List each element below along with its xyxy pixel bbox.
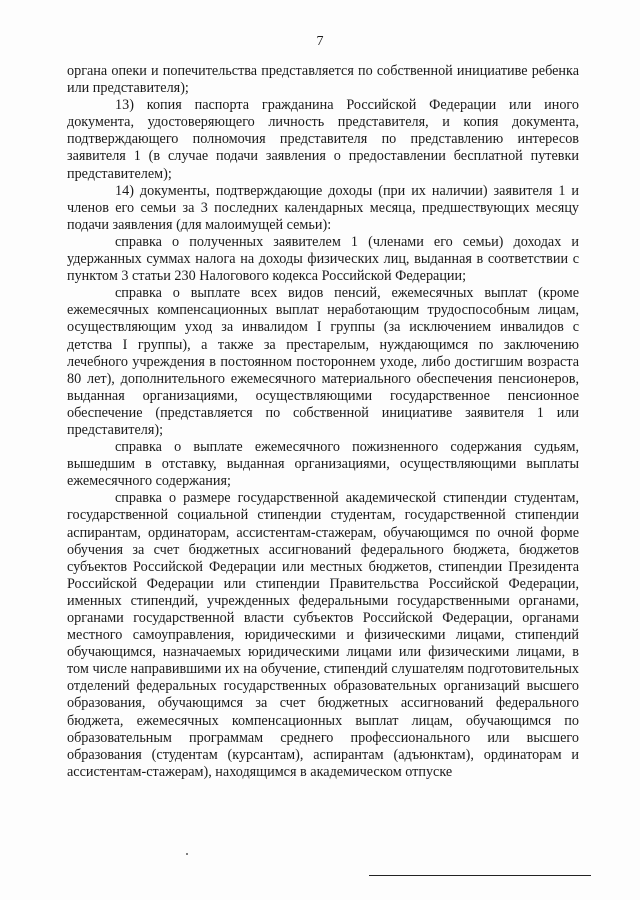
paragraph-item-14: 14) документы, подтверждающие доходы (при их наличии) заявителя 1 и членов его семьи за 3 последних календарных месяца, предшествующих месяцу подачи заявления (для малоимущей семьи): (67, 182, 579, 233)
footer-rule (369, 875, 591, 876)
paragraph-guardianship-continuation: органа опеки и попечительства представляется по собственной инициативе ребенка или представителя); (67, 63, 579, 97)
page-number: 7 (316, 34, 324, 49)
paragraph-income-tax-certificate: справка о полученных заявителем 1 (членами его семьи) доходах и удержанных суммах налога на доходы физических лиц, выданная в соответствии с пунктом 3 статьи 230 Налогового кодекса Российской Федерации; (67, 233, 579, 285)
scan-speck (186, 853, 188, 855)
paragraph-item-13: 13) копия паспорта гражданина Российской Федерации или иного документа, удостоверяющего личность представителя, и копия документа, подтверждающего полномочия представителя по представлению интересов заявителя 1 (в случае подачи заявления о предоставлении бесплатной путевки представителем); (67, 97, 579, 182)
paragraph-pension-certificate: справка о выплате всех видов пенсий, ежемесячных выплат (кроме ежемесячных компенсационных выплат неработающим трудоспособным лицам, осуществляющим уход за инвалидом I группы (за исключением инвалидов с детства I группы), а также за престарелым, нуждающимся по заключению лечебного учреждения в постоянном постороннем уходе, либо достигшим возраста 80 лет), дополнительного ежемесячного материального обеспечения пенсионеров, выданная организациями, осуществляющими государственное пенсионное обеспечение (представляется по собственной инициативе заявителя 1 или представителя); (67, 285, 579, 438)
paragraph-stipend-certificate: справка о размере государственной академической стипендии студентам, государственной социальной стипендии студентам, государственной стипендии аспирантам, ординаторам, ассистентам-стажерам, обучающимся по очной форме обучения за счет бюджетных ассигнований федерального бюджета, бюджетов субъектов Российской Федерации или местных бюджетов, стипендии Президента Российской Федерации или стипендии Правительства Российской Федерации, именных стипендий, учрежденных федеральными государственными органами, органами государственной власти субъектов Российской Федерации, органами местного самоуправления, юридическими и физическими лицами, стипендий обучающимся, назначаемых юридическими лицами или физическими лицами, в том числе направившими их на обучение, стипендий слушателям подготовительных отделений федеральных государственных образовательных организаций высшего образования, обучающимся за счет бюджетных ассигнований федерального бюджета, ежемесячных компенсационных выплат лицам, обучающимся по образовательным программам среднего профессионального или высшего образования (студентам (курсантам), аспирантам (адъюнктам), ординаторам и ассистентам-стажерам), находящимся в академическом отпуске (67, 490, 579, 780)
document-body (67, 63, 579, 781)
paragraph-judges-allowance-certificate: справка о выплате ежемесячного пожизненного содержания судьям, вышедшим в отставку, выданная организациями, осуществляющими выплаты ежемесячного содержания; (67, 439, 579, 490)
